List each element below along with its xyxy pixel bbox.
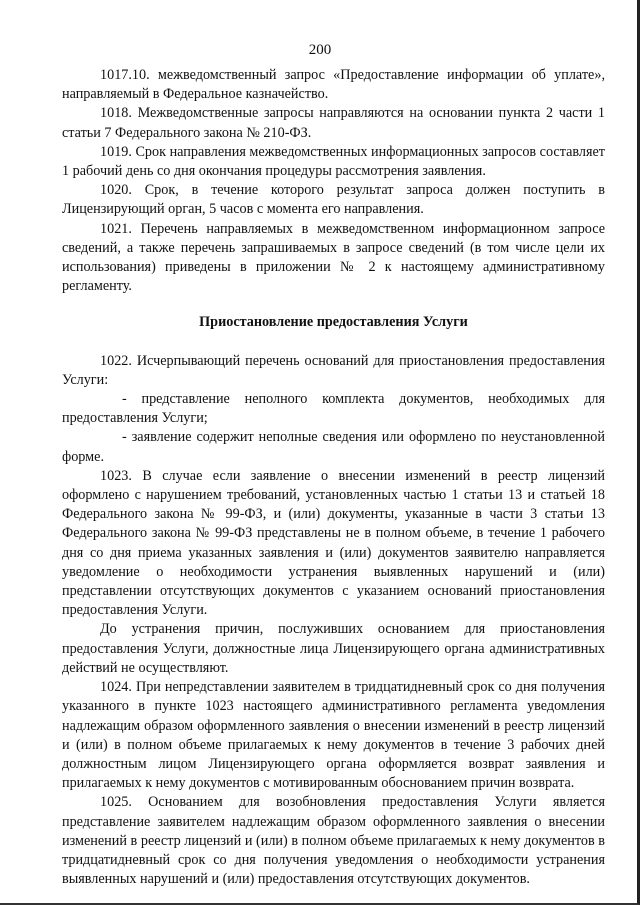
paragraph-1021: 1021. Перечень направляемых в межведомственном информационном запросе сведений, а также перечень запрашиваемых в запросе сведений (в том числе цели их использования) приведены в приложении № 2 к настоящему административному регламенту. <box>62 220 605 295</box>
paragraph-1020: 1020. Срок, в течение которого результат запроса должен поступить в Лицензирующий орган, 5 часов с момента его направления. <box>62 182 605 218</box>
list-item-incomplete-documents: - представление неполного комплекта документов, необходимых для предоставления Услуги; <box>62 391 605 427</box>
paragraph-1019: 1019. Срок направления межведомственных информационных запросов составляет 1 рабочий день со дня окончания процедуры рассмотрения заявления. <box>62 143 605 180</box>
paragraph-1022: 1022. Исчерпывающий перечень оснований для приостановления предоставления Услуги: <box>62 352 605 388</box>
paragraph-1025: 1025. Основанием для возобновления предоставления Услуги является представление заявителем надлежащим образом оформленного заявления о внесении изменений в реестр лицензий и (или) в полном объеме прилагаемых к нему документов в тридцатидневный срок со дня получения уведомления о необходимости устранения выявленных нарушений и (или) предоставления отсутствующих документов. <box>62 794 605 888</box>
section-heading: Приостановление предоставления Услуги <box>199 314 468 331</box>
list-item-incomplete-application: - заявление содержит неполные сведения или оформлено по неустановленной форме. <box>62 429 605 465</box>
paragraph-1023-continuation: До устранения причин, послуживших основанием для приостановления предоставления Услуги, должностные лица Лицензирующего органа административных действий не осуществляют. <box>62 621 605 676</box>
paragraph-1017-10: 1017.10. межведомственный запрос «Предоставление информации об уплате», направляемый в Федеральное казначейство. <box>62 67 605 103</box>
paragraph-1018: 1018. Межведомственные запросы направляются на основании пункта 2 части 1 статьи 7 Федерального закона № 210-ФЗ. <box>62 105 605 141</box>
paragraph-1023: 1023. В случае если заявление о внесении изменений в реестр лицензий оформлено с нарушением требований, установленных частью 1 статьи 13 и статьей 18 Федерального закона № 99-ФЗ, и (или) документы, указанные в части 3 статьи 13 Федерального закона № 99-ФЗ представлены не в полном объеме, в течение 1 рабочего дня со дня приема указанных заявления и (или) документов заявителю направляется уведомление о необходимости устранения выявленных нарушений и (или) представлении отсутствующих документов с указанием оснований приостановления предоставления Услуги. <box>62 467 605 619</box>
document-body <box>62 66 605 889</box>
paragraph-1024: 1024. При непредставлении заявителем в тридцатидневный срок со дня получения указанного в пункте 1023 настоящего административного регламента уведомления надлежащим образом оформленного заявления о внесении изменений в реестр лицензий и (или) в полном объеме прилагаемых к нему документов в течение 3 рабочих дней должностным лицом Лицензирующего органа оформляется возврат заявления и прилагаемых к нему документов с мотивированным обоснованием причин возврата. <box>62 679 605 792</box>
page-number: 200 <box>308 42 332 58</box>
